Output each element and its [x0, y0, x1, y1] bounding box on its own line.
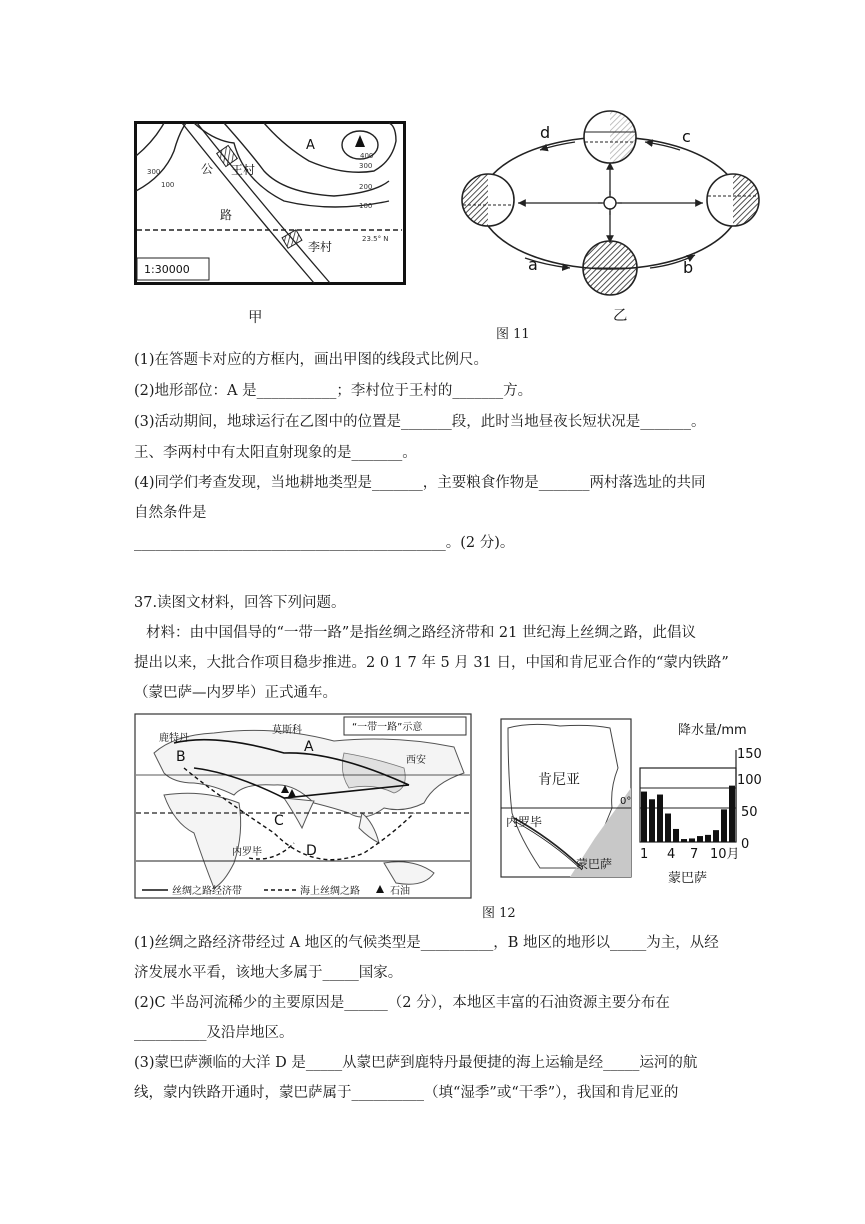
scale-label: 1:30000	[144, 263, 190, 276]
legend-silk-belt: 丝绸之路经济带	[172, 886, 242, 897]
precip-bar-10	[713, 830, 719, 842]
q37-title: 37.读图文材料，回答下列问题。	[134, 595, 346, 611]
precip-bar-12	[729, 786, 735, 842]
q36-part4: (4)同学们考查发现，当地耕地类型是_______，主要粮食作物是_______两村落选址的共同	[134, 475, 706, 491]
precip-bar-8	[697, 836, 703, 842]
q37-part3: (3)蒙巴萨濒临的大洋 D 是_____从蒙巴萨到鹿特丹最便捷的海上运输是经_____运河的航	[134, 1055, 698, 1071]
precip-bar-7	[689, 838, 695, 842]
contour-label-100-left: 100	[161, 181, 175, 189]
chart-ylabel: 降水量/mm	[678, 723, 747, 738]
ytick-50: 50	[741, 805, 758, 820]
q36-part3: (3)活动期间，地球运行在乙图中的位置是_______段，此时当地昼夜长短状况是_______。	[134, 414, 706, 430]
region-c-label: C	[274, 813, 284, 829]
precip-bar-2	[649, 799, 655, 842]
precip-bar-1	[641, 792, 647, 842]
earth-left-icon	[462, 174, 514, 226]
segment-a-label: a	[528, 255, 538, 274]
figure12-caption: 图 12	[482, 906, 516, 921]
precip-bar-3	[657, 795, 663, 842]
figure11-caption: 图 11	[496, 327, 530, 342]
q36-part4-answer-line: ___________________________________________。(2 分)。	[134, 535, 515, 551]
equator-label: 0°	[620, 796, 632, 807]
contour-label-300-left: 300	[147, 168, 161, 176]
orbit-diagram-yi	[455, 110, 775, 305]
q37-part1: (1)丝绸之路经济带经过 A 地区的气候类型是__________，B 地区的地形以_____为主，从经	[134, 935, 719, 951]
q37-material-1: 材料：由中国倡导的“一带一路”是指丝绸之路经济带和 21 世纪海上丝绸之路，此倡议	[146, 625, 696, 641]
latitude-label: 23.5° N	[362, 235, 389, 243]
q37-part2: (2)C 半岛河流稀少的主要原因是______（2 分），本地区丰富的石油资源主要分布在	[134, 995, 670, 1011]
q36-part2: (2)地形部位：A 是___________；李村位于王村的_______方。	[134, 383, 533, 399]
wang-village-label: 王村	[231, 163, 256, 177]
nairobi-kenya-label: 内罗毕	[506, 815, 543, 829]
precip-bar-6	[681, 839, 687, 842]
q36-part1: (1)在答题卡对应的方框内，画出甲图的线段式比例尺。	[134, 352, 489, 368]
ytick-150: 150	[737, 747, 762, 762]
xtick-4: 4	[667, 847, 676, 862]
chart-station-label: 蒙巴萨	[668, 871, 708, 886]
moscow-label: 莫斯科	[272, 725, 302, 736]
mombasa-climate-chart	[632, 718, 767, 898]
precip-bar-5	[673, 829, 679, 842]
contour-label-200: 200	[359, 183, 373, 191]
segment-d-label: d	[540, 123, 551, 142]
q37-material-2: 提出以来，大批合作项目稳步推进。2 0 1 7 年 5 月 31 日，中国和肯尼亚合作的“蒙内铁路”	[134, 655, 729, 671]
kenya-label: 肯尼亚	[538, 772, 580, 788]
ytick-100: 100	[737, 773, 762, 788]
belt-road-map	[134, 713, 472, 899]
xtick-10: 10月	[710, 847, 740, 862]
earth-bottom-icon	[583, 241, 637, 295]
legend-oil: 石油	[390, 886, 410, 897]
region-b-label: B	[176, 749, 186, 765]
contour-label-400: 400	[360, 152, 374, 160]
kenya-map	[500, 718, 632, 878]
map-title: “一带一路”示意	[352, 722, 423, 733]
q37-part1-cont: 济发展水平看，该地大多属于_____国家。	[134, 965, 403, 981]
q36-part3-cont: 王、李两村中有太阳直射现象的是_______。	[134, 445, 417, 461]
q37-material-3: （蒙巴萨—内罗毕）正式通车。	[134, 685, 337, 701]
earth-top-icon	[584, 111, 636, 163]
contour-label-300: 300	[359, 162, 373, 170]
segment-c-label: c	[682, 127, 691, 146]
legend-maritime: 海上丝绸之路	[300, 886, 360, 897]
region-a-label: A	[304, 739, 314, 755]
orbit-yi-label: 乙	[613, 308, 628, 324]
segment-b-label: b	[683, 258, 694, 277]
precip-bar-11	[721, 809, 727, 842]
region-d-label: D	[306, 843, 317, 859]
mombasa-label: 蒙巴萨	[576, 857, 613, 871]
earth-right-icon	[707, 174, 759, 226]
road-char-2: 路	[220, 208, 233, 222]
li-village-label: 李村	[308, 240, 333, 254]
contour-map-jia	[134, 121, 406, 285]
xian-label: 西安	[406, 755, 426, 766]
map-jia-label: 甲	[248, 310, 263, 326]
contour-label-100: 100	[359, 202, 373, 210]
q37-part2-cont: __________及沿岸地区。	[134, 1025, 294, 1041]
q36-part4-cont: 自然条件是	[134, 505, 207, 521]
road-char-1: 公	[201, 162, 214, 176]
precip-bar-9	[705, 835, 711, 842]
q37-part3-cont: 线，蒙内铁路开通时，蒙巴萨属于__________（填“湿季”或“干季”），我国和肯尼亚的	[134, 1085, 679, 1101]
ytick-0: 0	[741, 837, 750, 852]
rotterdam-label: 鹿特丹	[159, 733, 189, 744]
point-a-label: A	[306, 138, 315, 153]
xtick-7: 7	[690, 847, 699, 862]
precip-bar-4	[665, 814, 671, 842]
nairobi-label: 内罗毕	[232, 847, 262, 858]
sun-icon	[604, 197, 616, 209]
xtick-1: 1	[640, 847, 649, 862]
